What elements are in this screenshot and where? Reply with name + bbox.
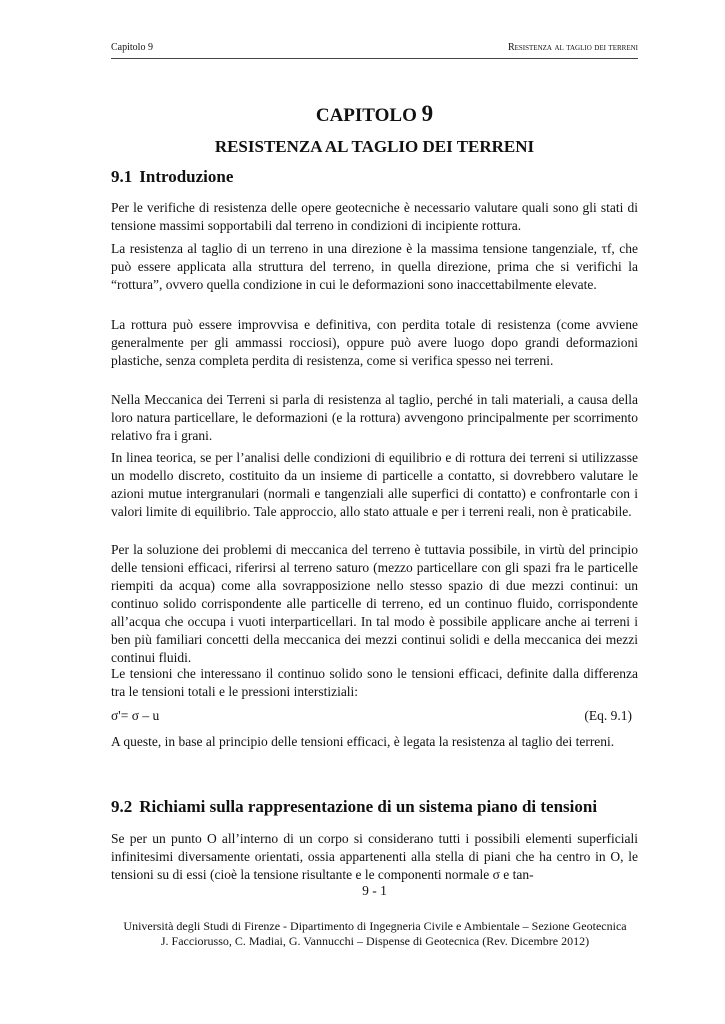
running-header <box>111 42 638 59</box>
section-number: 9.2 <box>111 797 133 816</box>
equation-9-1 <box>111 707 638 725</box>
paragraph: Per la soluzione dei problemi di meccanica del terreno è tuttavia possibile, in virtù del principio delle tensioni efficaci, riferirsi al terreno saturo (mezzo particellare con gli spazi fra le particelle riempiti da acqua) come alla sovrapposizione nello stesso spazio di due mezzi continui: un continuo solido corrispondente alle particelle di terreno, ed un continuo fluido, corrispondente all’acqua che occupa i vuoti interparticellari. In tal modo è possibile applicare anche ai terreni i ben più familiari concetti della meccanica dei mezzi continui solidi e della meccanica dei mezzi continui fluidi. <box>111 542 638 665</box>
footer-institution: Università degli Studi di Firenze - Dipartimento di Ingegneria Civile e Ambientale – Sezione Geotecnica <box>123 919 627 933</box>
section-heading-9-1 <box>111 165 638 189</box>
equation-label: (Eq. 9.1) <box>584 708 632 723</box>
footer-authors: J. Facciorusso, C. Madiai, G. Vannucchi – Dispense di Geotecnica (Rev. Dicembre 2012) <box>160 934 590 948</box>
paragraph: Se per un punto O all’interno di un corpo si considerano tutti i possibili elementi superficiali infinitesimi diversamente orientati, ossia appartenenti alla stella di piani che ha centro in O, le tensioni su di essi (cioè la tensione risultante e le componenti normale σ e tan- <box>111 831 638 882</box>
paragraph: La rottura può essere improvvisa e definitiva, con perdita totale di resistenza (come avviene generalmente per gli ammassi rocciosi), oppure può avere luogo dopo grandi deformazioni plastiche, senza completa perdita di resistenza, come si verifica spesso nei terreni. <box>111 317 638 368</box>
chapter-title <box>111 101 638 129</box>
paragraph: Le tensioni che interessano il continuo solido sono le tensioni efficaci, definite dalla differenza tra le tensioni totali e le pressioni interstiziali: <box>111 666 638 699</box>
header-chapter-title: Resistenza al taglio dei terreni <box>507 42 638 53</box>
section-number: 9.1 <box>111 167 133 186</box>
paragraph: A queste, in base al principio delle tensioni efficaci, è legata la resistenza al taglio dei terreni. <box>111 734 615 749</box>
paragraph: In linea teorica, se per l’analisi delle condizioni di equilibrio e di rottura dei terreni si utilizzasse un modello discreto, costituito da un insieme di particelle a contatto, si dovrebbero valutare le azioni mutue intergranulari (normali e tangenziali alle superfici di contatto) e confrontarle con i valori limite di equilibrio. Tale approccio, allo stato attuale e per i terreni reali, non è praticabile. <box>111 450 638 519</box>
section-title: Richiami sulla rappresentazione di un sistema piano di tensioni <box>139 797 598 816</box>
chapter-subtitle: RESISTENZA AL TAGLIO DEI TERRENI <box>214 137 535 156</box>
header-chapter-label: Capitolo 9 <box>111 42 153 53</box>
paragraph: Nella Meccanica dei Terreni si parla di resistenza al taglio, perché in tali materiali, a causa della loro natura particellare, le deformazioni (e la rottura) avvengono principalmente per scorrimento relativo fra i grani. <box>111 392 638 443</box>
chapter-label: CAPITOLO <box>315 105 417 126</box>
section-title: Introduzione <box>139 167 234 186</box>
chapter-number: 9 <box>421 101 434 126</box>
equation-formula: σ'= σ – u <box>111 708 160 723</box>
page-footer <box>100 919 650 949</box>
paragraph: La resistenza al taglio di un terreno in una direzione è la massima tensione tangenziale, τf, che può essere applicata alla struttura del terreno, in quella direzione, prima che si verifichi la “rottura”, ovvero quella condizione in cui le deformazioni sono inaccettabilmente elevate. <box>111 241 638 292</box>
section-heading-9-2 <box>111 795 638 819</box>
paragraph: Per le verifiche di resistenza delle opere geotecniche è necessario valutare quali sono gli stati di tensione massimi sopportabili dal terreno in condizioni di incipiente rottura. <box>111 200 638 233</box>
page-number: 9 - 1 <box>362 883 387 898</box>
